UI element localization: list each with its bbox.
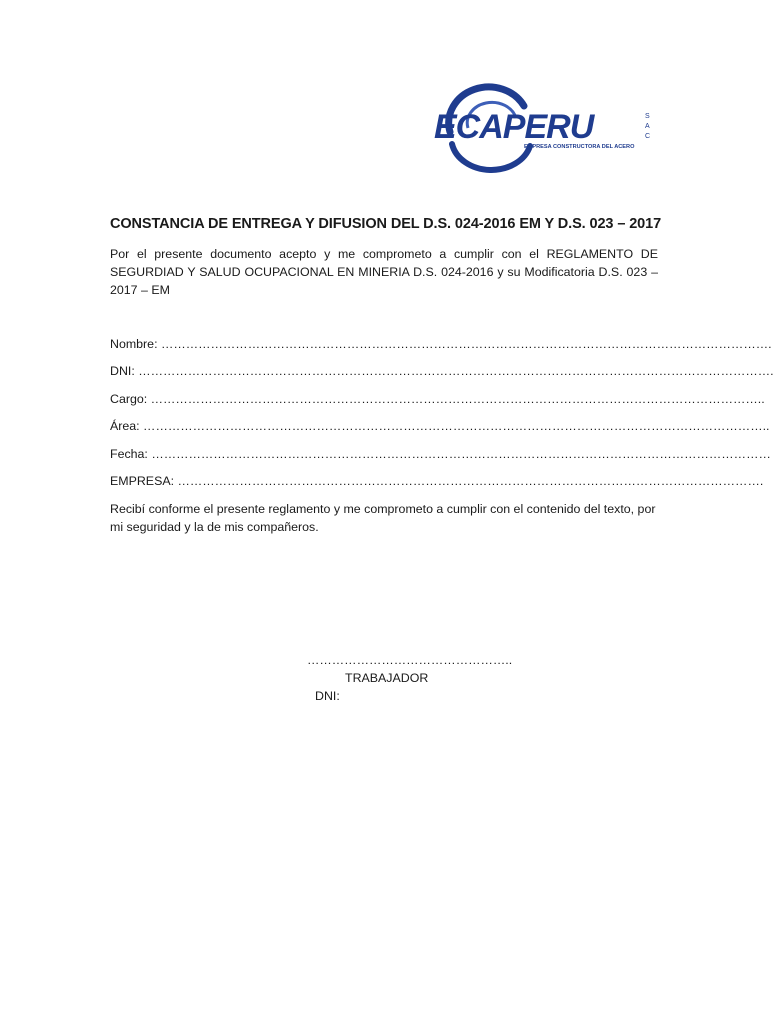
company-logo	[432, 88, 660, 166]
field-empresa: EMPRESA: …………………………………………………………………………………………………………………………….	[110, 474, 764, 488]
svg-text:ECAPERU: ECAPERU	[434, 108, 594, 146]
document-title: CONSTANCIA DE ENTREGA Y DIFUSION DEL D.S. 024-2016 EM Y D.S. 023 – 2017	[110, 216, 662, 232]
field-dni: DNI: ……………………………………………………………………………………………………………………………………….	[110, 364, 774, 378]
field-cargo: Cargo: …………………………………………………………………………………………………………………………………..	[110, 392, 765, 406]
signature-role: TRABAJADOR	[345, 671, 429, 685]
field-nombre: Nombre: ………………………………………………………………………………………………………………………………….	[110, 337, 772, 351]
svg-text:A: A	[645, 123, 650, 130]
signature-line: …………………………………………..	[307, 653, 513, 667]
svg-text:S: S	[645, 113, 650, 120]
acknowledgement-paragraph: Recibí conforme el presente reglamento y me comprometo a cumplir con el contenido del texto, por mi seguridad y la de mis compañeros.	[110, 502, 656, 534]
ecaperu-logo-graphic	[432, 88, 660, 166]
field-fecha: Fecha: ……………………………………………………………………………………………………………………………………	[110, 447, 771, 461]
svg-text:EMPRESA CONSTRUCTORA DEL ACERO: EMPRESA CONSTRUCTORA DEL ACERO	[524, 144, 635, 150]
svg-text:C: C	[645, 133, 651, 140]
field-area: Área: ……………………………………………………………………………………………………………………………………..	[110, 419, 770, 433]
intro-paragraph: Por el presente documento acepto y me comprometo a cumplir con el REGLAMENTO DE SEGURDIAD Y SALUD OCUPACIONAL EN MINERIA D.S. 024-2016 y su Modificatoria D.S. 023 – 2017 – EM	[110, 247, 658, 297]
signature-dni-label: DNI:	[315, 689, 340, 703]
